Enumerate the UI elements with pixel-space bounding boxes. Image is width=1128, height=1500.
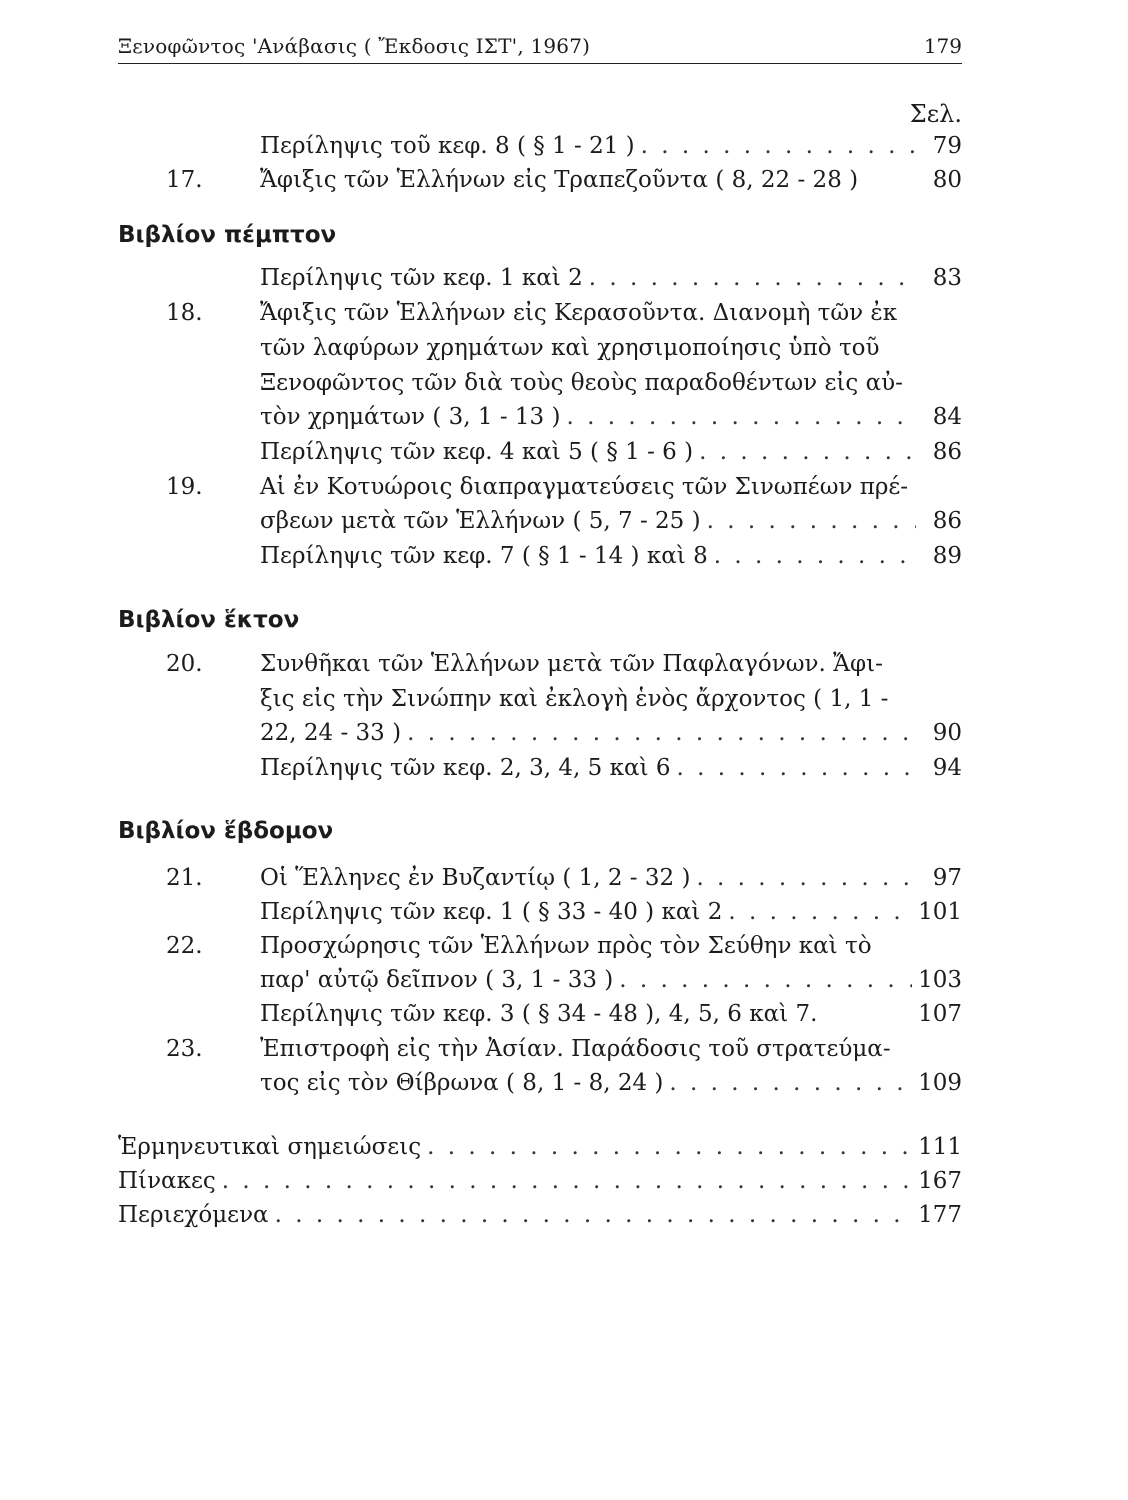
leader-dots xyxy=(275,1199,913,1231)
toc-entry xyxy=(0,648,1128,680)
leader-dots xyxy=(699,436,916,468)
toc-entry xyxy=(0,1033,1128,1065)
entry-page: 109 xyxy=(918,1070,962,1096)
entry-page: 79 xyxy=(932,133,962,159)
entry-text: Περίληψις τῶν κεφ. 7 ( § 1 - 14 ) καὶ 8 xyxy=(260,543,708,569)
entry-page: 84 xyxy=(932,404,962,430)
entry-text: Οἱ Ἕλληνες ἐν Βυζαντίῳ ( 1, 2 - 32 ) xyxy=(260,865,691,891)
entry-number: 22. xyxy=(166,933,203,959)
entry-text: Περίληψις τῶν κεφ. 3 ( § 34 - 48 ), 4, 5, 6 καὶ 7. xyxy=(260,1001,818,1027)
toc-entry-continuation xyxy=(0,332,1128,364)
entry-text: Περιεχόμενα xyxy=(118,1202,269,1228)
toc-entry xyxy=(0,862,1128,894)
toc-entry xyxy=(0,896,1128,928)
leader-dots xyxy=(728,896,912,928)
entry-text: τῶν λαφύρων χρημάτων καὶ χρησιμοποίησις ὑπὸ τοῦ xyxy=(260,335,880,361)
entry-page: 167 xyxy=(918,1168,962,1194)
toc-entry-continuation xyxy=(0,401,1128,433)
entry-text: τὸν χρημάτων ( 3, 1 - 13 ) xyxy=(260,404,561,430)
leader-dots xyxy=(696,862,916,894)
leader-dots xyxy=(707,505,916,537)
toc-entry xyxy=(0,164,1128,196)
toc-entry xyxy=(0,297,1128,329)
page-column-label: Σελ. xyxy=(909,100,962,128)
entry-text: Πίνακες xyxy=(118,1168,216,1194)
entry-text: 22, 24 - 33 ) xyxy=(260,720,402,746)
entry-text: Περίληψις τοῦ κεφ. 8 ( § 1 - 21 ) xyxy=(260,133,635,159)
entry-text: Ἄφιξις τῶν Ἑλλήνων εἰς Τραπεζοῦντα ( 8, 22 - 28 ) xyxy=(260,167,859,193)
entry-page: 80 xyxy=(932,167,962,193)
toc-entry-notes xyxy=(0,1131,1128,1163)
entry-text: Συνθῆκαι τῶν Ἑλλήνων μετὰ τῶν Παφλαγόνων. Ἄφι- xyxy=(260,651,883,677)
entry-text: Περίληψις τῶν κεφ. 4 καὶ 5 ( § 1 - 6 ) xyxy=(260,439,694,465)
entry-text: Περίληψις τῶν κεφ. 1 καὶ 2 xyxy=(260,265,583,291)
toc-entry-continuation xyxy=(0,717,1128,749)
leader-dots xyxy=(589,262,916,294)
toc-entry xyxy=(0,436,1128,468)
entry-number: 17. xyxy=(166,167,203,193)
entry-page: 94 xyxy=(932,755,962,781)
leader-dots xyxy=(407,717,916,749)
entry-text: Περίληψις τῶν κεφ. 1 ( § 33 - 40 ) καὶ 2 xyxy=(260,899,723,925)
entry-text: Ξενοφῶντος τῶν διὰ τοὺς θεοὺς παραδοθέντων εἰς αὐ- xyxy=(260,370,903,396)
toc-entry xyxy=(0,752,1128,784)
entry-number: 21. xyxy=(166,865,203,891)
entry-page: 83 xyxy=(932,265,962,291)
running-title: Ξενοφῶντος 'Ανάβασις ( Ἔκδοσις ΙΣΤ', 1967) xyxy=(118,34,591,58)
entry-page: 89 xyxy=(932,543,962,569)
toc-entry xyxy=(0,262,1128,294)
entry-number: 19. xyxy=(166,474,203,500)
entry-text: Ἑρμηνευτικαὶ σημειώσεις xyxy=(118,1134,422,1160)
entry-page: 177 xyxy=(918,1202,962,1228)
toc-entry xyxy=(0,540,1128,572)
entry-page: 90 xyxy=(932,720,962,746)
toc-entry-continuation xyxy=(0,367,1128,399)
entry-text: παρ' αὐτῷ δεῖπνον ( 3, 1 - 33 ) xyxy=(260,967,614,993)
toc-entry xyxy=(0,130,1128,162)
toc-entry xyxy=(0,930,1128,962)
entry-text: Αἱ ἐν Κοτυώροις διαπραγματεύσεις τῶν Σινωπέων πρέ- xyxy=(260,474,909,500)
entry-text: Προσχώρησις τῶν Ἑλλήνων πρὸς τὸν Σεύθην καὶ τὸ xyxy=(260,933,872,959)
toc-entry-contents xyxy=(0,1199,1128,1231)
entry-text: ξις εἰς τὴν Σινώπην καὶ ἐκλογὴ ἑνὸς ἄρχοντος ( 1, 1 - xyxy=(260,686,889,712)
entry-page: 107 xyxy=(918,1001,962,1027)
entry-page: 101 xyxy=(918,899,962,925)
entry-text: Περίληψις τῶν κεφ. 2, 3, 4, 5 καὶ 6 xyxy=(260,755,671,781)
entry-number: 23. xyxy=(166,1036,203,1062)
entry-page: 97 xyxy=(932,865,962,891)
page-number: 179 xyxy=(923,34,962,58)
toc-entry-continuation xyxy=(0,964,1128,996)
leader-dots xyxy=(641,130,916,162)
leader-dots xyxy=(566,401,916,433)
leader-dots xyxy=(677,752,917,784)
entry-page: 103 xyxy=(918,967,962,993)
entry-page: 86 xyxy=(932,508,962,534)
book-heading: Βιβλίον ἕβδομον xyxy=(118,818,334,844)
leader-dots xyxy=(669,1067,912,1099)
entry-text: Ἐπιστροφὴ εἰς τὴν Ἀσίαν. Παράδοσις τοῦ στρατεύμα- xyxy=(260,1036,891,1062)
running-header xyxy=(118,28,962,62)
leader-dots xyxy=(619,964,912,996)
leader-dots xyxy=(222,1165,912,1197)
entry-text: Ἄφιξις τῶν Ἑλλήνων εἰς Κερασοῦντα. Διανομὴ τῶν ἐκ xyxy=(260,300,898,326)
entry-text: σβεων μετὰ τῶν Ἑλλήνων ( 5, 7 - 25 ) xyxy=(260,508,701,534)
entry-number: 18. xyxy=(166,300,203,326)
toc-entry xyxy=(0,471,1128,503)
leader-dots xyxy=(427,1131,912,1163)
toc-entry-continuation xyxy=(0,683,1128,715)
toc-entry xyxy=(0,998,1128,1030)
book-heading: Βιβλίον ἕκτον xyxy=(118,607,300,633)
toc-entry-continuation xyxy=(0,505,1128,537)
header-rule xyxy=(118,63,962,64)
leader-dots xyxy=(714,540,916,572)
entry-page: 86 xyxy=(932,439,962,465)
toc-entry-tables xyxy=(0,1165,1128,1197)
book-heading: Βιβλίον πέμπτον xyxy=(118,222,337,248)
entry-page: 111 xyxy=(918,1134,962,1160)
toc-entry-continuation xyxy=(0,1067,1128,1099)
entry-text: τος εἰς τὸν Θίβρωνα ( 8, 1 - 8, 24 ) xyxy=(260,1070,664,1096)
entry-number: 20. xyxy=(166,651,203,677)
